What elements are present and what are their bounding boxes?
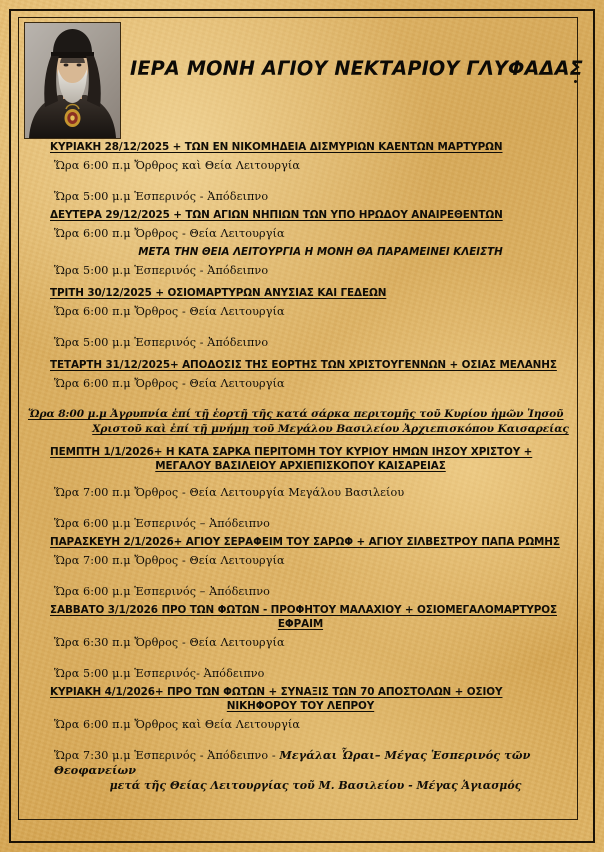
schedule-entry [28,535,573,599]
saint-portrait-image [24,22,121,139]
vigil-line-2: Χριστοῦ καὶ ἐπί τῇ μνήμῃ τοῦ Μεγάλου Βασιλείου Ἀρχιεπισκόπου Καισαρείας [92,423,569,435]
schedule-entry [28,140,573,204]
title-trailing-dot [574,80,577,83]
service-morning: Ὥρα 6:30 π.μ Ὄρθρος - Θεία Λειτουργία [54,636,285,649]
schedule-entry [28,286,573,350]
entry-heading: ΠΑΡΑΣΚΕΥΗ 2/1/2026+ ΑΓΙΟΥ ΣΕΡΑΦΕΙΜ ΤΟΥ ΣΑΡΩΦ + ΑΓΙΟΥ ΣΙΛΒΕΣΤΡΟΥ ΠΑΠΑ ΡΩΜΗΣ [50,536,560,548]
service-morning: Ὥρα 6:00 π.μ Ὄρθρος καὶ Θεία Λειτουργία [54,718,300,731]
service-morning: Ὥρα 6:00 π.μ Ὄρθρος - Θεία Λειτουργία [54,227,285,240]
service-morning: Ὥρα 6:00 π.μ Ὄρθρος - Θεία Λειτουργία [54,305,285,318]
schedule-entry [28,208,573,278]
service-evening: Ὥρα 5:00 μ.μ Ἑσπερινός - Ἀπόδειπνο [54,190,269,203]
page-title: ΙΕΡΑ ΜΟΝΗ ΑΓΙΟΥ ΝΕΚΤΑΡΙΟΥ ΓΛΥΦΑΔΑΣ [130,57,583,80]
service-final-line-1 [28,748,573,778]
document-header [18,17,583,139]
service-morning: Ὥρα 6:00 π.μ Ὄρθρος καὶ Θεία Λειτουργία [54,159,300,172]
service-evening: Ὥρα 6:00 μ.μ Ἑσπερινός – Ἀπόδειπνο [54,585,270,598]
final-prefix: Ὥρα 7:30 μ.μ Ἑσπερινός - Ἀπόδειπνο - [54,749,280,762]
service-evening: Ὥρα 5:00 μ.μ Ἑσπερινός - Ἀπόδειπνο [54,264,269,277]
vigil-line-1: Ὥρα 8:00 μ.μ Ἀγρυπνία ἐπί τῇ ἑορτῇ τῆς κατά σάρκα περιτομῆς τοῦ Κυρίου ἡμῶν Ἰησοῦ [28,408,564,420]
schedule-entry [28,685,573,793]
service-final-line-2: μετά τῆς Θείας Λειτουργίας τοῦ Μ. Βασιλείου - Μέγας Ἁγιασμός [109,779,522,792]
entry-heading-line-2: ΕΦΡΑΙΜ [277,618,324,630]
entry-heading-line-1: ΠΕΜΠΤΗ 1/1/2026+ Η ΚΑΤΑ ΣΑΡΚΑ ΠΕΡΙΤΟΜΗ ΤΟΥ ΚΥΡΙΟΥ ΗΜΩΝ ΙΗΣΟΥ ΧΡΙΣΤΟΥ + [50,446,533,458]
entry-heading: ΤΡΙΤΗ 30/12/2025 + ΟΣΙΟΜΑΡΤΥΡΩΝ ΑΝΥΣΙΑΣ ΚΑΙ ΓΕΔΕΩΝ [50,287,387,299]
service-evening: Ὥρα 6:00 μ.μ Ἑσπερινός – Ἀπόδειπνο [54,517,270,530]
entry-note: ΜΕΤΑ ΤΗΝ ΘΕΙΑ ΛΕΙΤΟΥΡΓΙΑ Η ΜΟΝΗ ΘΑ ΠΑΡΑΜΕΙΝΕΙ ΚΛΕΙΣΤΗ [138,246,503,258]
service-evening: Ὥρα 5:00 μ.μ Ἑσπερινός- Ἀπόδειπνο [54,667,265,680]
entry-heading-line-2: ΜΕΓΑΛΟΥ ΒΑΣΙΛΕΙΟΥ ΑΡΧΙΕΠΙΣΚΟΠΟΥ ΚΑΙΣΑΡΕΙΑΣ [155,460,446,472]
entry-heading-line-1: ΚΥΡΙΑΚΗ 4/1/2026+ ΠΡΟ ΤΩΝ ΦΩΤΩΝ + ΣΥΝΑΞΙΣ ΤΩΝ 70 ΑΠΟΣΤΟΛΩΝ + ΟΣΙΟΥ [50,686,503,698]
service-morning: Ὥρα 7:00 π.μ Ὄρθρος - Θεία Λειτουργία [54,554,285,567]
schedule-entry [28,603,573,681]
final-emphasis: Μεγάλαι Ὧραι– Μέγας Ἑσπερινός τῶν Θεοφανείων [54,748,531,777]
service-evening: Ὥρα 5:00 μ.μ Ἑσπερινός - Ἀπόδειπνο [54,336,269,349]
schedule-body [28,140,573,793]
entry-heading-line-1: ΣΑΒΒΑΤΟ 3/1/2026 ΠΡΟ ΤΩΝ ΦΩΤΩΝ - ΠΡΟΦΗΤΟΥ ΜΑΛΑΧΙΟΥ + ΟΣΙΟΜΕΓΑΛΟΜΑΡΤΥΡΟΣ [50,604,558,616]
service-morning: Ὥρα 6:00 π.μ Ὄρθρος - Θεία Λειτουργία [54,377,285,390]
service-morning: Ὥρα 7:00 π.μ Ὄρθρος - Θεία Λειτουργία Μεγάλου Βασιλείου [54,486,405,499]
schedule-entry [28,358,573,437]
entry-heading: ΔΕΥΤΕΡΑ 29/12/2025 + ΤΩΝ ΑΓΙΩΝ ΝΗΠΙΩΝ ΤΩΝ ΥΠΟ ΗΡΩΔΟΥ ΑΝΑΙΡΕΘΕΝΤΩΝ [50,209,503,221]
entry-heading: ΚΥΡΙΑΚΗ 28/12/2025 + ΤΩΝ ΕΝ ΝΙΚΟΜΗΔΕΙΑ ΔΙΣΜΥΡΙΩΝ ΚΑΕΝΤΩΝ ΜΑΡΤΥΡΩΝ [50,141,503,153]
entry-heading-line-2: ΝΙΚΗΦΟΡΟΥ ΤΟΥ ΛΕΠΡΟΥ [226,700,375,712]
entry-heading: ΤΕΤΑΡΤΗ 31/12/2025+ ΑΠΟΔΟΣΙΣ ΤΗΣ ΕΟΡΤΗΣ ΤΩΝ ΧΡΙΣΤΟΥΓΕΝΝΩΝ + ΟΣΙΑΣ ΜΕΛΑΝΗΣ [50,359,557,371]
schedule-entry [28,445,573,531]
